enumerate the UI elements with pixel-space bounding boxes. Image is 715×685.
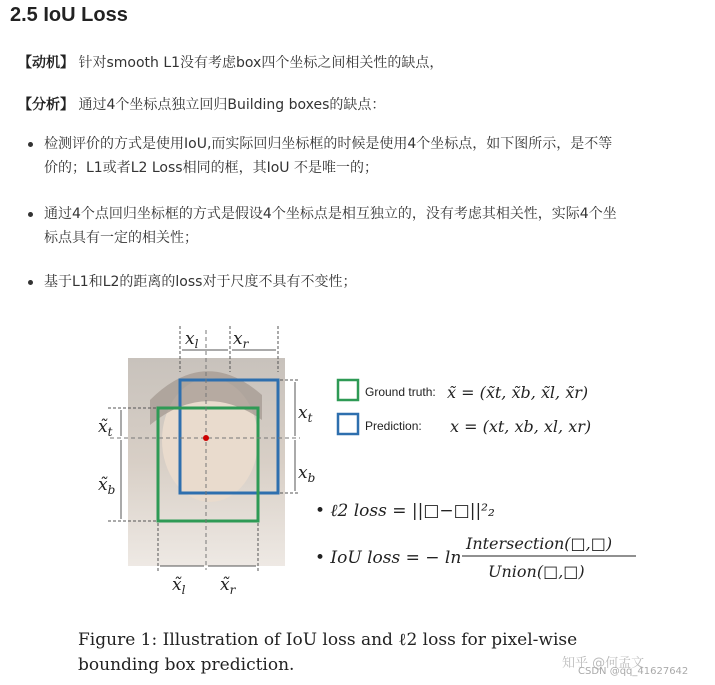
- motivation-text: 针对smooth L1没有考虑box四个坐标之间相关性的缺点，: [78, 55, 444, 71]
- caption-line: bounding box prediction.: [78, 655, 295, 675]
- bullet-line: 标点具有一定的相关性；: [44, 230, 198, 246]
- bullet-line: 检测评价的方式是使用IoU,而实际回归坐标框的时候是使用4个坐标点，如下图所示，是不等: [44, 136, 613, 152]
- label-gt-xb: $x̃_b$: [98, 475, 116, 497]
- motivation-tag: 【动机】: [18, 55, 74, 71]
- bullet-line: 通过4个点回归坐标框的方式是假设4个坐标点是相互独立的，没有考虑其相关性，实际4个坐: [44, 206, 617, 222]
- iou-diagram: [0, 318, 715, 628]
- ground-truth-label: Ground truth:: [365, 385, 436, 399]
- prediction-legend-swatch: [338, 414, 358, 434]
- section-title: 2.5 IoU Loss: [10, 4, 128, 26]
- caption-line: Figure 1: Illustration of IoU loss and ℓ2 loss for pixel-wise: [78, 630, 578, 650]
- analysis-paragraph: [18, 94, 385, 114]
- bullet-dot: [28, 280, 33, 285]
- label-gt-xt: $x̃_t$: [98, 417, 113, 439]
- ground-truth-formula: x̃ = (x̃t, x̃b, x̃l, x̃r): [447, 383, 589, 402]
- prediction-formula: x = (xt, xb, xl, xr): [450, 417, 592, 436]
- label-xt: $x_t$: [298, 403, 313, 425]
- iou-loss-denominator: Union(□,□): [488, 562, 585, 581]
- bullet-dot: [28, 142, 33, 147]
- ground-truth-legend-swatch: [338, 380, 358, 400]
- analysis-tag: 【分析】: [18, 97, 74, 113]
- motivation-paragraph: [18, 52, 443, 72]
- label-xl: $x_l$: [185, 329, 199, 351]
- bullet-item: [28, 202, 700, 250]
- analysis-text: 通过4个坐标点独立回归Building boxes的缺点：: [78, 97, 386, 113]
- label-gt-xr: $x̃_r$: [220, 575, 236, 597]
- l2-loss-formula: • ℓ2 loss = ||□−□||²₂: [315, 501, 495, 521]
- iou-loss-prefix: • IoU loss = − ln: [315, 548, 462, 568]
- bullet-dot: [28, 212, 33, 217]
- bullet-line: 基于L1和L2的距离的loss对于尺度不具有不变性；: [44, 274, 357, 290]
- bullet-line: 价的；L1或者L2 Loss相同的框，其IoU 不是唯一的；: [44, 160, 378, 176]
- prediction-label: Prediction:: [365, 419, 422, 433]
- zhihu-watermark: 知乎 @何孟文: [562, 656, 645, 671]
- label-xb: $x_b$: [298, 463, 316, 485]
- center-point: [203, 435, 209, 441]
- label-xr: $x_r$: [233, 329, 249, 351]
- label-gt-xl: $x̃_l$: [172, 575, 186, 597]
- bullet-item: [28, 270, 700, 294]
- bullet-item: [28, 132, 700, 180]
- csdn-watermark: CSDN @qq_41627642: [578, 666, 689, 677]
- iou-loss-numerator: Intersection(□,□): [466, 534, 613, 553]
